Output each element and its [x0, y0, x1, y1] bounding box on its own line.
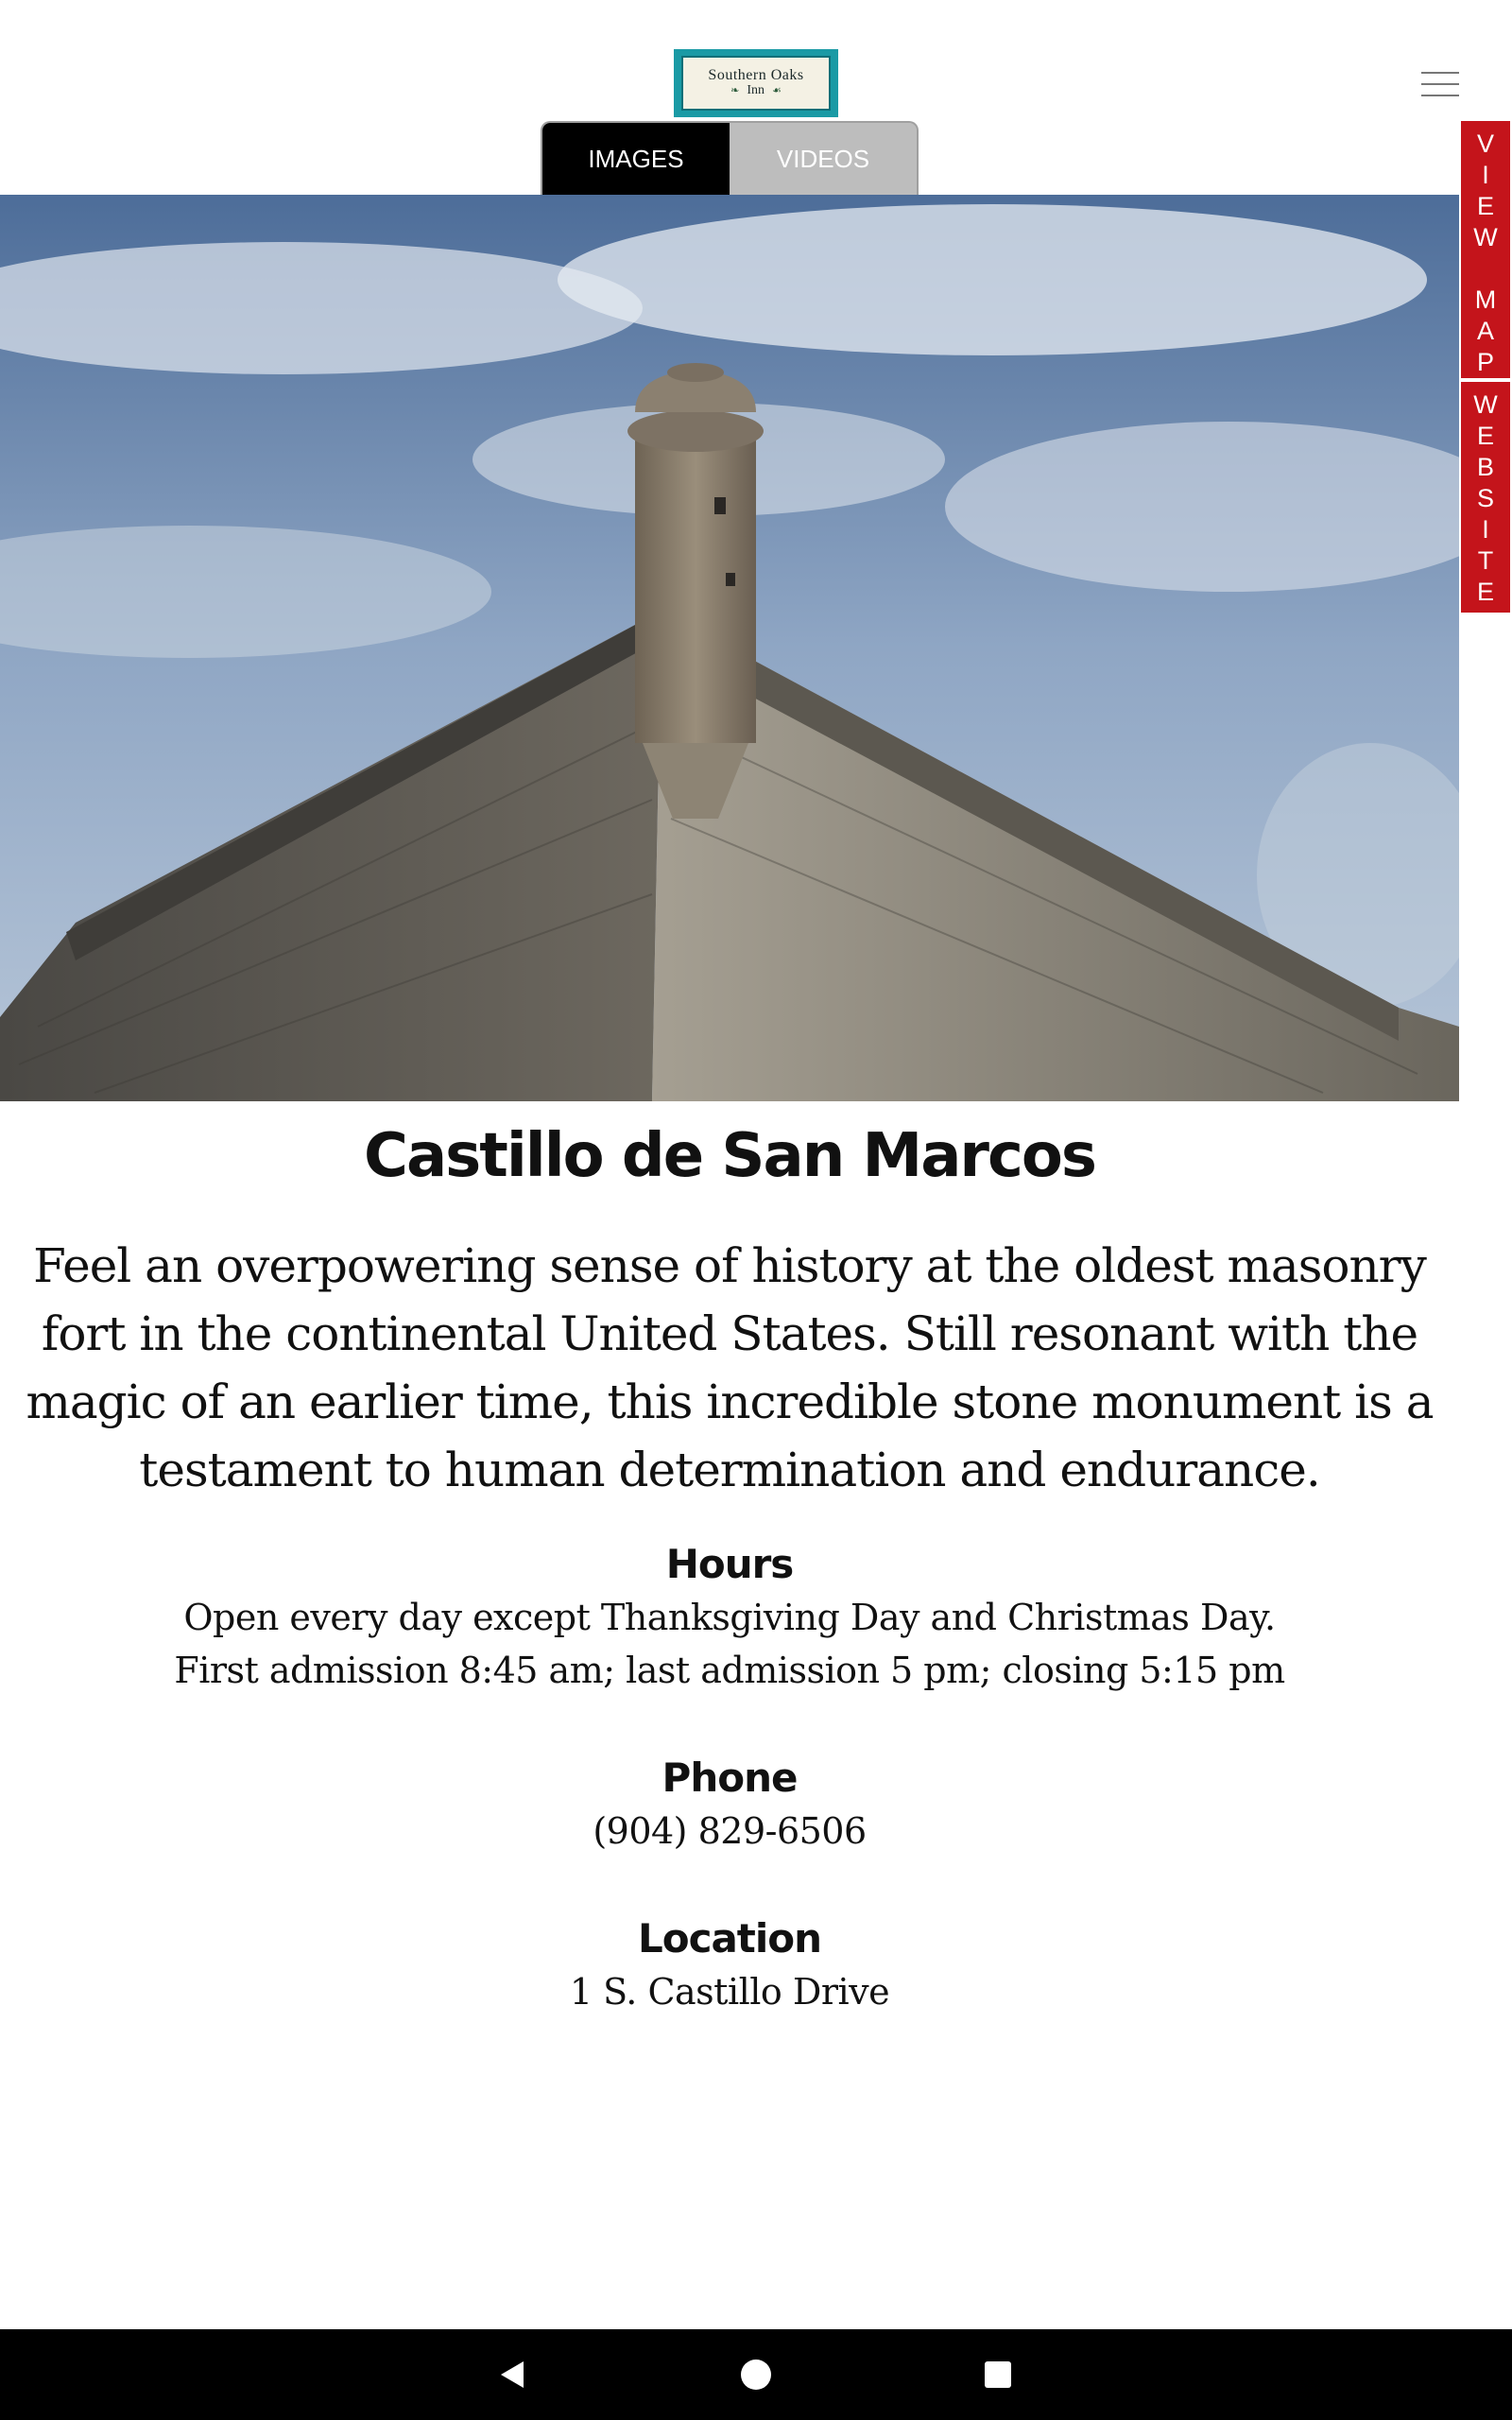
- attraction-description: Feel an overpowering sense of history at the oldest masonry fort in the continental United States. Still resonant with the magic of an earlier time, this incredible stone monument is a testament to human determination and endurance.: [26, 1238, 1434, 1497]
- website-letter: E: [1476, 422, 1494, 450]
- website-letter: T: [1477, 546, 1494, 575]
- hamburger-icon[interactable]: [1418, 68, 1463, 100]
- website-letter: B: [1476, 453, 1494, 481]
- logo-text-line2: Inn: [747, 83, 765, 98]
- view-map-letter: W: [1473, 223, 1498, 251]
- view-map-button[interactable]: [1461, 121, 1510, 378]
- tab-videos[interactable]: VIDEOS: [730, 123, 917, 195]
- view-map-letter: M: [1474, 285, 1497, 314]
- website-button[interactable]: [1461, 382, 1510, 613]
- website-letter: I: [1482, 515, 1489, 544]
- home-icon[interactable]: [737, 2356, 775, 2394]
- hours-heading: Hours: [665, 1541, 794, 1587]
- app-header: [0, 0, 1512, 195]
- phone-heading: Phone: [662, 1754, 798, 1801]
- website-letter: E: [1476, 578, 1494, 606]
- attraction-details: [0, 1101, 1459, 2018]
- view-map-letter: V: [1476, 130, 1494, 158]
- logo-text-line1: Southern Oaks: [708, 67, 804, 84]
- location-heading: Location: [637, 1915, 822, 1962]
- hamburger-bar: [1421, 95, 1459, 96]
- view-map-letter: I: [1482, 161, 1489, 189]
- photo-carousel[interactable]: [0, 195, 1459, 1101]
- logo-text-line2-row: [730, 84, 782, 98]
- southern-oaks-inn-logo[interactable]: [674, 49, 838, 117]
- tab-images[interactable]: IMAGES: [542, 123, 730, 195]
- hours-line1: Open every day except Thanksgiving Day and Christmas Day.: [183, 1597, 1276, 1638]
- ornament-right-icon: ☙: [772, 84, 782, 96]
- ornament-left-icon: ❧: [730, 84, 740, 96]
- view-map-letter: P: [1476, 348, 1494, 376]
- system-nav-bar: [0, 2329, 1512, 2420]
- view-map-letter: E: [1476, 192, 1494, 220]
- hamburger-bar: [1421, 83, 1459, 85]
- attraction-title: Castillo de San Marcos: [364, 1121, 1095, 1191]
- media-tabs: [541, 121, 919, 195]
- back-icon[interactable]: [495, 2356, 533, 2394]
- website-letter: S: [1476, 484, 1494, 512]
- castillo-photo: [0, 195, 1459, 1101]
- recents-icon[interactable]: [979, 2356, 1017, 2394]
- phone-number[interactable]: (904) 829-6506: [593, 1810, 867, 1852]
- hours-line2: First admission 8:45 am; last admission 5 pm; closing 5:15 pm: [174, 1650, 1285, 1691]
- hamburger-bar: [1421, 72, 1459, 74]
- logo-plate: [681, 56, 831, 111]
- view-map-letter: A: [1476, 317, 1494, 345]
- location-address[interactable]: 1 S. Castillo Drive: [569, 1971, 890, 2013]
- website-letter: W: [1473, 390, 1498, 419]
